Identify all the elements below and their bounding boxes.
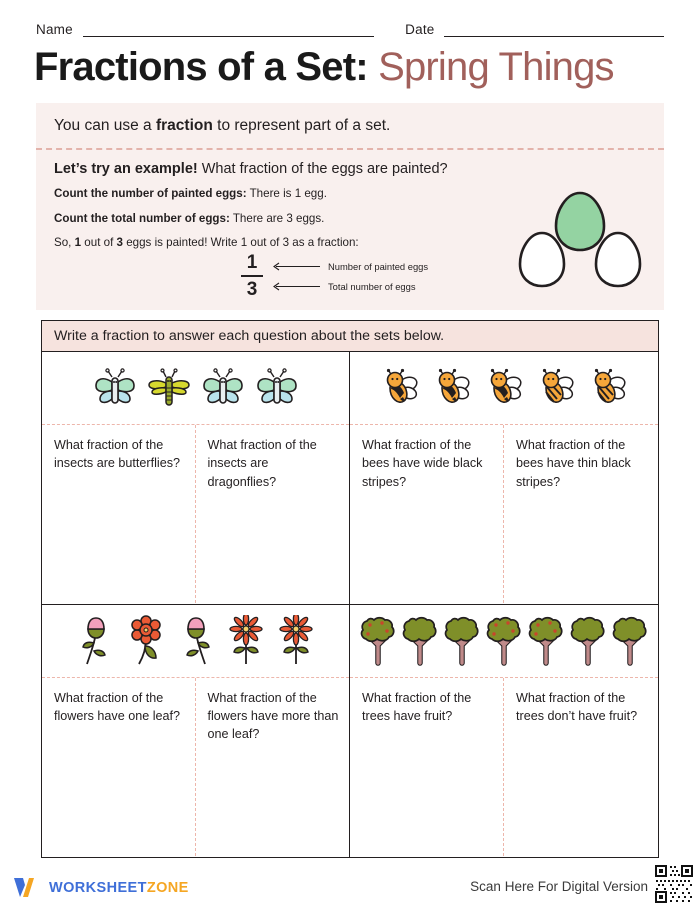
question-cell[interactable]: What fraction of the insects are dragonflies?	[207, 438, 317, 489]
insects-set	[42, 352, 349, 424]
logo-text-worksheet: WORKSHEET	[49, 880, 147, 896]
worksheet-row	[42, 605, 658, 858]
date-input-line[interactable]	[444, 25, 664, 37]
flower-icon	[176, 615, 216, 667]
qr-code-icon	[652, 862, 696, 906]
flower-icon	[276, 615, 316, 667]
logo-mark-icon	[12, 876, 42, 900]
tree-icon	[568, 615, 608, 667]
question-cell[interactable]: What fraction of the bees have thin black stripes?	[516, 438, 631, 489]
example-step-2-rest: There are 3 eggs.	[229, 211, 325, 225]
callout-denominator	[270, 281, 428, 292]
worksheet-grid	[41, 320, 659, 858]
question-pair	[42, 425, 349, 603]
worksheet-grid-body	[42, 352, 658, 857]
question-pair	[350, 678, 658, 857]
example-step-3-d: eggs is painted! Write 1 out of 3 as a fraction:	[122, 236, 359, 250]
page-title	[34, 44, 614, 90]
callout-denominator-label: Total number of eggs	[328, 280, 416, 292]
butterfly-icon	[93, 368, 137, 408]
eggs-svg	[510, 187, 650, 295]
question-cell[interactable]: What fraction of the bees have wide black stripes?	[350, 425, 504, 603]
logo-text-zone: ZONE	[146, 880, 189, 896]
question-cell[interactable]: What fraction of the flowers have more than one leaf?	[207, 690, 339, 741]
question-block-bees	[350, 352, 658, 604]
example-heading	[54, 161, 646, 177]
tree-icon	[442, 615, 482, 667]
left-arrow-icon	[270, 282, 322, 291]
scan-instruction-text: Scan Here For Digital Version	[470, 879, 648, 894]
callout-numerator-label: Number of painted eggs	[328, 260, 429, 272]
example-step-2-bold: Count the total number of eggs:	[54, 211, 230, 225]
tree-icon	[484, 615, 524, 667]
question-pair	[42, 678, 349, 857]
fraction-numerator: 1	[246, 252, 258, 273]
plain-egg-icon	[520, 233, 564, 286]
intro-lead-bold: fraction	[155, 117, 213, 134]
example-step-1-rest: There is 1 egg.	[246, 187, 327, 200]
question-cell[interactable]: What fraction of the flowers have one leaf?	[42, 678, 196, 857]
flowers-set	[42, 605, 349, 677]
qr-code[interactable]	[652, 862, 696, 906]
callout-numerator	[270, 261, 428, 272]
left-arrow-icon	[270, 262, 322, 271]
intro-example-panel	[36, 103, 664, 310]
name-date-row	[36, 22, 664, 37]
worksheet-instruction: Write a fraction to answer each question about the sets below.	[42, 321, 658, 352]
question-pair	[350, 425, 658, 603]
example-step-3-num1: 1	[74, 236, 82, 250]
example-heading-rest: What fraction of the eggs are painted?	[197, 161, 448, 177]
question-cell[interactable]: What fraction of the insects are butterflies?	[42, 425, 196, 603]
butterfly-icon	[201, 368, 245, 408]
question-block-flowers	[42, 605, 350, 858]
flower-icon	[76, 615, 116, 667]
bee-icon	[535, 368, 577, 408]
flower-icon	[226, 615, 266, 667]
example-heading-bold: Let’s try an example!	[54, 161, 198, 177]
example-fraction	[241, 253, 263, 299]
intro-lead-before: You can use a	[54, 117, 156, 134]
worksheet-row	[42, 352, 658, 605]
painted-egg-icon	[556, 193, 604, 250]
tree-icon	[526, 615, 566, 667]
intro-lead-after: to represent part of a set.	[212, 117, 391, 134]
question-block-trees	[350, 605, 658, 858]
bee-icon	[587, 368, 629, 408]
example-step-1-bold: Count the number of painted eggs:	[54, 187, 247, 200]
eggs-illustration	[510, 187, 650, 295]
example-step-3-c: out of	[81, 236, 117, 250]
example-step-3-a: So,	[54, 236, 75, 250]
dragonfly-icon	[147, 368, 191, 408]
tree-icon	[400, 615, 440, 667]
name-input-line[interactable]	[83, 25, 374, 37]
worksheet-zone-logo[interactable]	[12, 876, 189, 900]
question-cell[interactable]: What fraction of the trees have fruit?	[350, 678, 504, 857]
bees-set	[350, 352, 658, 424]
bee-icon	[379, 368, 421, 408]
fraction-callouts	[270, 261, 428, 292]
logo-text	[49, 880, 189, 896]
question-block-insects	[42, 352, 350, 604]
example-fraction-diagram	[241, 253, 428, 299]
flower-icon	[126, 615, 166, 667]
fraction-denominator: 3	[246, 279, 258, 300]
bee-icon	[483, 368, 525, 408]
plain-egg-icon	[596, 233, 640, 286]
intro-lead-line	[36, 103, 664, 136]
page-title-accent: Spring Things	[378, 45, 614, 89]
question-cell[interactable]: What fraction of the trees don’t have fruit?	[516, 690, 638, 723]
fraction-bar	[241, 275, 263, 277]
name-label: Name	[36, 22, 73, 37]
trees-set	[350, 605, 658, 677]
bee-icon	[431, 368, 473, 408]
tree-icon	[610, 615, 650, 667]
date-label: Date	[405, 22, 435, 37]
butterfly-icon	[255, 368, 299, 408]
example-step-3-num2: 3	[116, 236, 123, 250]
page-title-main: Fractions of a Set:	[34, 45, 368, 89]
tree-icon	[358, 615, 398, 667]
